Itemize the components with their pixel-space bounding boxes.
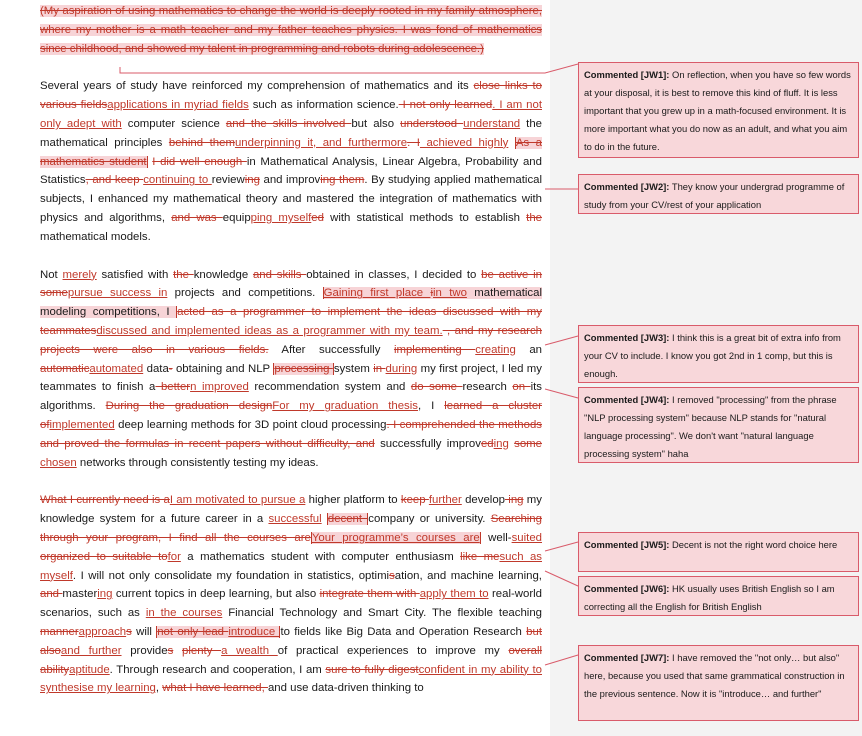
body-text: such as information science. [248,99,399,112]
body-text: but also [351,117,401,130]
comment-label: Commented [JW2]: [584,181,670,192]
deleted-text: but also [40,625,542,657]
inserted-text: and further [60,644,122,657]
deleted-text: manner [40,625,79,638]
deleted-text: s [167,644,174,657]
body-text: provide [121,644,168,657]
deleted-text: , and keep [85,174,144,187]
body-text: successfully improv [374,437,481,450]
body-text: of practical experiences to improve my [277,644,509,657]
body-text: , I [417,400,445,413]
deleted-text: the [526,211,542,224]
body-text: and use data-driven thinking to [267,682,424,695]
deleted-text: some [514,437,542,450]
body-text: my knowledge system for a future career in a [40,494,542,526]
deleted-text: to [158,550,168,563]
deleted-text: (My aspiration of using mathematics to change the world is deeply rooted in my family atmosphere, where my mother is a math teacher and my father teaches physics. I was fond of mathematics since childhood, and showed my talent in programming and robots during adolescence.) [40,5,542,55]
body-text: obtained in classes, I decided to [306,268,482,281]
deleted-text: ing them [320,174,365,187]
comment-jw2[interactable] [578,174,859,214]
deleted-text: I not only learned [398,99,493,112]
body-text: will [131,625,157,638]
body-text: develop [461,494,505,507]
deleted-text: plenty [182,644,222,657]
inserted-text: confident in my ability to synthesise my learning [40,663,542,695]
body-text: . Through research and cooperation, I am [109,663,326,676]
body-text: deep learning methods for 3D point cloud processing [114,418,387,431]
deleted-text: Searching through your program, I find all the courses are [40,513,542,544]
deleted-text: decent [327,513,368,526]
deleted-text: and skills [252,268,307,281]
body-text: system [333,362,374,375]
inserted-text: creating [475,343,516,356]
deleted-text: ed [480,437,494,450]
inserted-text: in the courses [145,607,223,620]
inserted-text: n improved [190,381,249,394]
comment-jw7[interactable] [578,645,859,721]
body-text: data [143,362,169,375]
body-text: an [515,343,542,356]
deleted-text: like me [460,550,500,563]
inserted-text: suited [511,531,542,544]
inserted-text: discussed and implemented ideas as a programmer with my team. [96,324,443,337]
comment-label: Commented [JW1]: [584,69,670,80]
deleted-text: close links to various fields [40,80,542,112]
inserted-text: ing [493,437,509,450]
comment-jw5[interactable] [578,532,859,572]
inserted-text: understand [463,117,521,130]
comment-anchor-jw5[interactable] [327,513,368,525]
inserted-text: for [167,550,181,563]
inserted-text: underpinning it, and furthermore [234,136,408,149]
inserted-text: ing [97,588,113,601]
deleted-text: During the graduation design [105,400,273,413]
inserted-text: continuing to [143,174,212,187]
body-text: company or university. [368,513,491,526]
body-text: equip [222,211,251,224]
document-body[interactable] [40,2,542,717]
body-text: real-world scenarios, such as [40,588,542,620]
paragraph-1 [40,2,542,58]
comment-label: Commented [JW3]: [584,332,670,343]
deleted-text: keep [400,494,429,507]
body-text: research [462,381,513,394]
comment-text: They know your undergrad programme of study from your CV/rest of your application [584,181,845,210]
body-text: review [211,174,245,187]
comment-label: Commented [JW6]: [584,583,670,594]
comment-jw6[interactable] [578,576,859,616]
deleted-text: processing [274,362,333,375]
comment-text: I removed "processing" from the phrase "NLP processing system" because NLP stands for "natural language processing". We don't want "natural language processing system" haha [584,394,837,459]
inserted-text: such as myself [40,550,542,582]
body-text: with statistical methods to establish [323,211,527,224]
inserted-text: aptitude [69,663,110,676]
inserted-text: I am motivated to pursue a [169,494,306,507]
inserted-text: further [428,494,462,507]
body-text: . By studying applied mathematical subjects, I enhanced my mathematical theory and mastered the integration of mathematics with physics and algorithms, [40,174,543,224]
inserted-text: automated [89,362,144,375]
deleted-text: learned a cluster of [40,400,542,431]
body-text: master [62,588,98,601]
deleted-text: - [168,362,173,375]
body-text: and improv [259,174,321,187]
deleted-text: ing [244,174,260,187]
inserted-text: pursue success in [67,287,168,300]
deleted-text: , and my research projects were also in various fields. [40,324,542,356]
body-text: . I will not only consolidate my foundation in statistics, optimi [72,569,390,582]
inserted-text: For my graduation thesis [272,400,418,413]
inserted-text: during [385,362,418,375]
deleted-text: I did well enough [152,155,247,168]
comment-text: On reflection, when you have so few words at your disposal, it is best to remove this kind of fluff. It is less important that you grew up in a math-focused environment. It is more important what you do now as an adult, and what you aim to do in the future. [584,69,851,152]
body-text: a mathematics student with computer enthusiasm [180,550,461,563]
inserted-text: applications in myriad fields [107,99,249,112]
body-text: recommendation system and [248,381,411,394]
deleted-text: and [40,588,63,601]
deleted-text: the [173,268,194,281]
deleted-text: organized to suitable [40,550,159,563]
deleted-text: i [430,287,433,300]
deleted-text: s [389,569,395,582]
body-text: After successfully [268,343,394,356]
deleted-text: on [512,381,531,394]
body-text: Several years of study have reinforced my comprehension of mathematics and its [40,80,474,93]
deleted-text: s [126,625,132,638]
body-text: my first project, I led my teammates to finish a [40,362,542,394]
comment-anchor-jw4[interactable] [273,363,333,375]
body-text [508,137,515,149]
comment-text: Decent is not the right word choice here [672,539,838,550]
inserted-text: implemented [49,418,115,431]
body-text: the mathematical principles [40,117,543,149]
comment-text: I have removed the "not only… but also" here, because you used that same grammatical construction in the previous sentence. Now it is "introduce… and further" [584,652,845,699]
body-text: current topics in deep learning, but also [112,588,320,601]
body-text: satisfied with [96,268,174,281]
deleted-text: ing [505,494,524,507]
comment-jw4[interactable] [578,387,859,463]
inserted-text: ping myself [250,211,312,224]
body-text [173,645,182,657]
comment-text: I think this is a great bit of extra info from your CV to include. I know you got 2nd in 1 comp, but this is enough. [584,332,841,379]
deleted-text: integrate them with [319,588,420,601]
deleted-text: automatic [40,362,90,375]
paragraph-3 [40,266,542,473]
comment-text: HK usually uses British English so I am correcting all the English for British English [584,583,835,612]
deleted-text: behind them [168,136,235,149]
deleted-text: be active in some [40,268,543,300]
inserted-text: successful [268,513,322,526]
body-text: computer science [121,117,226,130]
paragraph-4 [40,491,542,698]
comment-jw3[interactable] [578,325,859,383]
deleted-text: As a mathematics student [40,136,542,168]
body-text: obtaining and NLP [172,362,274,375]
deleted-text: What I currently need is a [40,494,170,507]
body-text: mathematical models. [40,230,151,243]
inserted-text: chosen [40,456,77,469]
body-text: Not [40,268,63,281]
body-text: to fields like Big Data and Operation Research [280,625,527,638]
paragraph-2 [40,77,542,246]
inserted-text: in two [433,287,467,300]
body-text: networks through consistently testing my ideas. [76,456,319,469]
comment-label: Commented [JW4]: [584,394,670,405]
inserted-text: . I am not only adept with [40,99,542,130]
deleted-text: . I comprehended the methods and proved the formulas in recent papers without difficulty, and [40,418,542,450]
deleted-text: do some [410,381,463,394]
deleted-text: and the skills involved [225,117,352,130]
comment-jw1[interactable] [578,62,859,158]
deleted-text: better [155,381,191,394]
deleted-text: in [373,362,386,375]
inserted-text: apply them to [419,588,489,601]
inserted-text: introduce [228,625,280,638]
inserted-text: approach [78,625,127,638]
deleted-text: not only lead [157,625,229,638]
comment-anchor-jw1[interactable] [40,5,542,55]
deleted-text: . I [407,136,420,149]
inserted-text: a wealth [221,644,278,657]
deleted-text: and was [171,211,223,224]
body-text: ation, and machine learning, [394,569,542,582]
inserted-text: Your programme’s courses are [311,531,480,544]
comment-label: Commented [JW7]: [584,652,670,663]
body-text: projects and competitions. [167,287,323,300]
comment-label: Commented [JW5]: [584,539,670,550]
deleted-text: acted as a programmer to implement the ideas discussed with my teammates [40,306,542,337]
deleted-text: understood [400,117,464,130]
body-text: its algorithms. [40,381,542,413]
deleted-text: ed [311,211,324,224]
body-text: in Mathematical Analysis, Linear Algebra, Probability and Statistics [40,155,542,187]
comment-anchor-jw6[interactable] [311,532,481,544]
body-text: higher platform to [305,494,401,507]
deleted-text: sure to fully digest [325,663,419,676]
deleted-text: overall ability [40,644,543,676]
body-text: knowledge [193,268,253,281]
inserted-text: merely [62,268,97,281]
deleted-text: implementing [393,343,476,356]
comment-anchor-jw7[interactable] [156,626,280,638]
deleted-text: what I have learned, [162,682,268,695]
body-text: mathematical modeling competitions, I [40,287,542,319]
inserted-text: Gaining first place [323,287,431,300]
inserted-text: achieved highly [419,136,509,149]
body-text: Financial Technology and Smart City. The flexible teaching [222,607,542,620]
body-text: well- [480,531,512,544]
body-text: , [155,682,163,695]
